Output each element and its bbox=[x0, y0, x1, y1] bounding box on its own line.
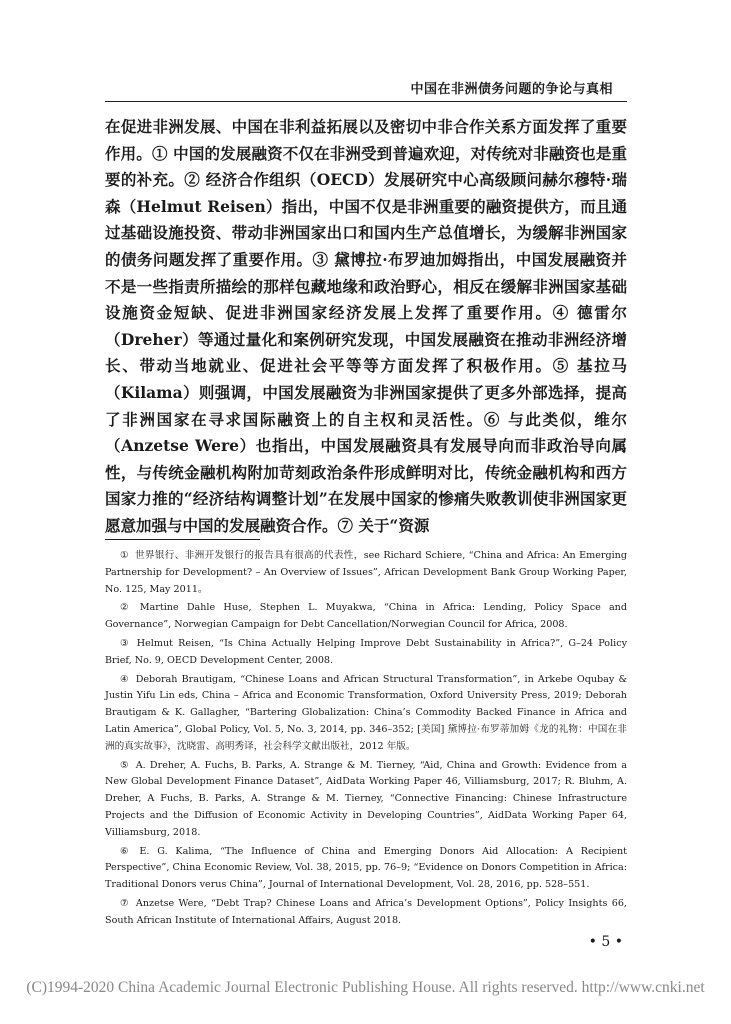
footnote-4 bbox=[105, 672, 627, 756]
footnote-1 bbox=[105, 548, 627, 598]
footnote-3 bbox=[105, 636, 627, 670]
footnote-number: ⑦ bbox=[120, 897, 130, 909]
footnote-number: ⑥ bbox=[120, 845, 134, 857]
footnote-rule bbox=[105, 539, 260, 540]
footnote-2 bbox=[105, 600, 627, 634]
footnote-5 bbox=[105, 758, 627, 842]
footnote-text: Deborah Brautigam, “Chinese Loans and African Structural Transformation”, in Arkebe Oqubay & Justin Yifu Lin eds, China – Africa and Economic Transformation, Oxford University Press, 2019; Deborah Brautigam & K. Gallagher, “Bartering Globalization: China’s Commodity Backed Finance in Africa and Latin America”, Global Policy, Vol. 5, No. 3, 2014, pp. 346–352; [美国] 黛博拉·布罗蒂加姆《龙的礼物：中国在非洲的真实故事》，沈晓雷、高明秀译，社会科学文献出版社，2012 年版。 bbox=[105, 673, 627, 752]
footnote-text: Helmut Reisen, “Is China Actually Helping Improve Debt Sustainability in Africa?”, G–24 Policy Brief, No. 9, OECD Development Center, 2008. bbox=[105, 637, 627, 666]
footnote-text: Anzetse Were, “Debt Trap? Chinese Loans and Africa’s Development Options”, Policy Insights 66, South African Institute of International Affairs, August 2018. bbox=[105, 897, 627, 926]
footnote-number: ③ bbox=[120, 637, 131, 649]
footnote-number: ① bbox=[120, 550, 129, 561]
running-header: 中国在非洲债务问题的争论与真相 bbox=[410, 82, 613, 97]
header-rule bbox=[105, 101, 627, 102]
page-number: • 5 • bbox=[588, 934, 623, 950]
footnotes bbox=[105, 548, 627, 932]
footnote-number: ④ bbox=[120, 673, 130, 685]
footnote-text: 世界银行、非洲开发银行的报告具有很高的代表性，see Richard Schiere, “China and Africa: An Emerging Partnership for Development? – An Overview of Issues”, African Development Bank Group Working Paper, No. 125, May 2011。 bbox=[105, 550, 627, 595]
footnote-text: A. Dreher, A. Fuchs, B. Parks, A. Strange & M. Tierney, “Aid, China and Growth: Evidence from a New Global Development Finance Dataset”, AidData Working Paper 46, Villiamsburg, 2017; R. Bluhm, A. Dreher, A Fuchs, B. Parks, A. Strange & M. Tierney, “Connective Financing: Chinese Infrastructure Projects and the Diffusion of Economic Activity in Developing Countries”, AidData Working Paper 64, Villiamsburg, 2018. bbox=[105, 759, 627, 838]
footnote-7 bbox=[105, 896, 627, 930]
main-body bbox=[105, 114, 627, 540]
body-paragraph: 在促进非洲发展、中国在非利益拓展以及密切中非合作关系方面发挥了重要作用。① 中国的发展融资不仅在非洲受到普遍欢迎，对传统对非融资也是重要的补充。② 经济合作组织（OECD）发展研究中心高级顾问赫尔穆特·瑞森（Helmut Reisen）指出，中国不仅是非洲重要的融资提供方，而且通过基础设施投资、带动非洲国家出口和国内生产总值增长，为缓解非洲国家的债务问题发挥了重要作用。③ 黛博拉·布罗迪加姆指出，中国发展融资并不是一些指责所描绘的那样包藏地缘和政治野心，相反在缓解非洲国家基础设施资金短缺、促进非洲国家经济发展上发挥了重要作用。④ 德雷尔（Dreher）等通过量化和案例研究发现，中国发展融资在推动非洲经济增长、带动当地就业、促进社会平等等方面发挥了积极作用。⑤ 基拉马（Kilama）则强调，中国发展融资为非洲国家提供了更多外部选择，提高了非洲国家在寻求国际融资上的自主权和灵活性。⑥ 与此类似，维尔（Anzetse Were）也指出，中国发展融资具有发展导向而非政治导向属性，与传统金融机构附加苛刻政治条件形成鲜明对比，传统金融机构和西方国家力推的“经济结构调整计划”在发展中国家的惨痛失败教训使非洲国家更愿意加强与中国的发展融资合作。⑦ 关于“资源 bbox=[105, 117, 627, 535]
footnote-number: ⑤ bbox=[120, 759, 130, 771]
cnki-copyright-footer: (C)1994-2020 China Academic Journal Electronic Publishing House. All rights reserved. http://www.cnki.net bbox=[26, 979, 705, 996]
footnote-text: Martine Dahle Huse, Stephen L. Muyakwa, “China in Africa: Lending, Policy Space and Governance”, Norwegian Campaign for Debt Cancellation/Norwegian Council for Africa, 2008. bbox=[105, 602, 627, 631]
footnote-6 bbox=[105, 844, 627, 894]
footnote-text: E. G. Kalima, “The Influence of China and Emerging Donors Aid Allocation: A Recipient Perspective”, China Economic Review, Vol. 38, 2015, pp. 76–9; “Evidence on Donors Competition in Africa: Traditional Donors verus China”, Journal of International Development, Vol. 28, 2016, pp. 528–551. bbox=[105, 845, 627, 891]
footnote-number: ② bbox=[120, 602, 134, 614]
